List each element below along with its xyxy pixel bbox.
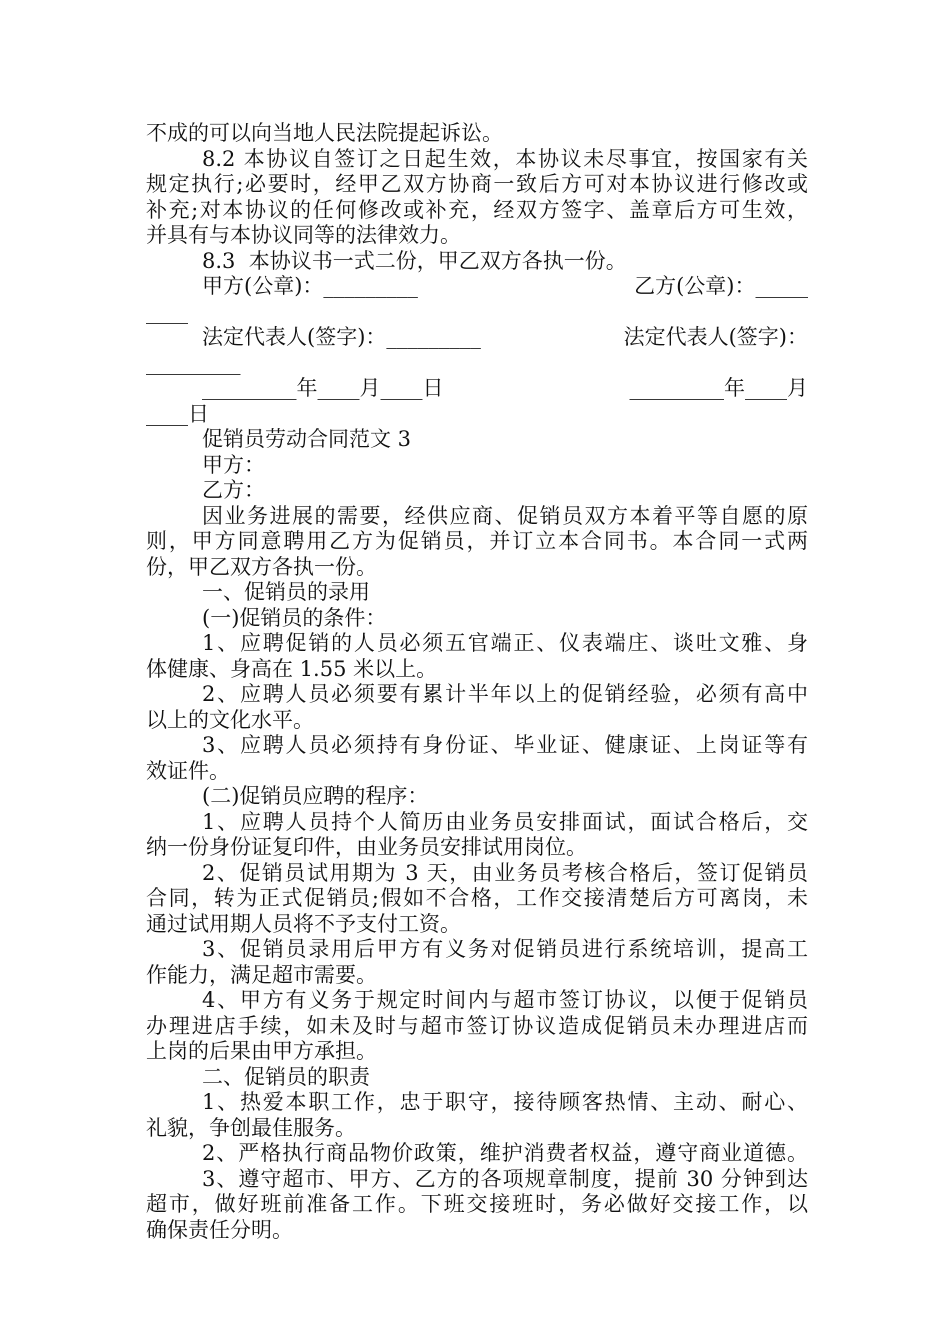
paragraph-8-2-line: 补充;对本协议的任何修改或补充，经双方签字、盖章后方可生效， — [146, 197, 808, 222]
duty-item-line: 3、遵守超市、甲方、乙方的各项规章制度，提前 30 分钟到达 — [202, 1166, 808, 1191]
procedure-item-line: 2、促销员试用期为 3 天，由业务员考核合格后，签订促销员 — [202, 860, 808, 885]
paragraph-8-2-line: 规定执行;必要时，经甲乙双方协商一致后方可对本协议进行修改或 — [146, 172, 808, 196]
condition-item-line: 体健康、身高在 1.55 米以上。 — [146, 656, 438, 681]
representative-row — [146, 325, 808, 351]
date-row — [146, 376, 808, 402]
procedure-item-line: 纳一份身份证复印件，由业务员安排试用岗位。 — [146, 835, 587, 859]
intro-line: 因业务进展的需要，经供应商、促销员双方本着平等自愿的原 — [202, 503, 808, 528]
procedure-item-line: 上岗的后果由甲方承担。 — [146, 1039, 377, 1063]
text-line: 不成的可以向当地人民法院提起诉讼。 — [146, 121, 503, 145]
date-row-continuation: ____日 — [146, 401, 209, 426]
condition-item-line: 3、应聘人员必须持有身份证、毕业证、健康证、上岗证等有 — [202, 733, 808, 757]
duty-item-line: 确保责任分明。 — [146, 1217, 293, 1242]
duty-item-line: 2、严格执行商品物价政策，维护消费者权益，遵守商业道德。 — [202, 1141, 808, 1165]
party-a-seal: 甲方(公章)：_________ — [202, 274, 418, 298]
document-body — [146, 121, 808, 1243]
heading-recruitment: 一、促销员的录用 — [202, 580, 370, 604]
party-a-representative: 法定代表人(签字)：_________ — [202, 325, 481, 349]
procedure-item-line: 3、促销员录用后甲方有义务对促销员进行系统培训，提高工 — [202, 937, 808, 961]
party-b-label: 乙方： — [202, 478, 265, 502]
party-b-date: _________年____月 — [629, 376, 808, 400]
paragraph-8-2-line: 8.2 本协议自签订之日起生效，本协议未尽事宜，按国家有关 — [202, 146, 808, 171]
procedure-item-line: 1、应聘人员持个人简历由业务员安排面试，面试合格后，交 — [202, 809, 808, 834]
procedure-item-line: 合同，转为正式促销员;假如不合格，工作交接清楚后方可离岗，未 — [146, 886, 808, 910]
condition-item-line: 效证件。 — [146, 758, 230, 783]
paragraph-8-2-line: 并具有与本协议同等的法律效力。 — [146, 223, 461, 247]
party-a-date: _________年____月____日 — [202, 376, 444, 400]
heading-duties: 二、促销员的职责 — [202, 1064, 370, 1089]
seal-row-continuation: ____ — [146, 299, 188, 324]
party-a-label: 甲方： — [202, 452, 265, 477]
condition-item-line: 以上的文化水平。 — [146, 707, 314, 732]
intro-line: 则，甲方同意聘用乙方为促销员，并订立本合同书。本合同一式两 — [146, 529, 808, 553]
section-title: 促销员劳动合同范文 3 — [202, 427, 412, 451]
subheading-procedure: (二)促销员应聘的程序： — [202, 784, 429, 808]
party-b-seal: 乙方(公章)：_____ — [634, 274, 808, 298]
procedure-item-line: 作能力，满足超市需要。 — [146, 962, 377, 987]
procedure-item-line: 办理进店手续，如未及时与超市签订协议造成促销员未办理进店而 — [146, 1013, 808, 1038]
intro-line: 份，甲乙双方各执一份。 — [146, 554, 377, 579]
procedure-item-line: 通过试用期人员将不予支付工资。 — [146, 911, 461, 936]
condition-item-line: 2、应聘人员必须要有累计半年以上的促销经验，必须有高中 — [202, 682, 808, 706]
condition-item-line: 1、应聘促销的人员必须五官端正、仪表端庄、谈吐文雅、身 — [202, 631, 808, 655]
party-b-representative: 法定代表人(签字)： — [623, 325, 808, 349]
paragraph-8-3: 8.3 本协议书一式二份，甲乙双方各执一份。 — [202, 248, 627, 273]
representative-row-continuation: _________ — [146, 350, 241, 375]
duty-item-line: 超市，做好班前准备工作。下班交接班时，务必做好交接工作，以 — [146, 1192, 808, 1216]
duty-item-line: 礼貌，争创最佳服务。 — [146, 1115, 356, 1140]
procedure-item-line: 4、甲方有义务于规定时间内与超市签订协议，以便于促销员 — [202, 988, 808, 1012]
duty-item-line: 1、热爱本职工作，忠于职守，接待顾客热情、主动、耐心、 — [202, 1090, 808, 1114]
seal-row — [146, 274, 808, 300]
subheading-conditions: (一)促销员的条件： — [202, 605, 387, 630]
